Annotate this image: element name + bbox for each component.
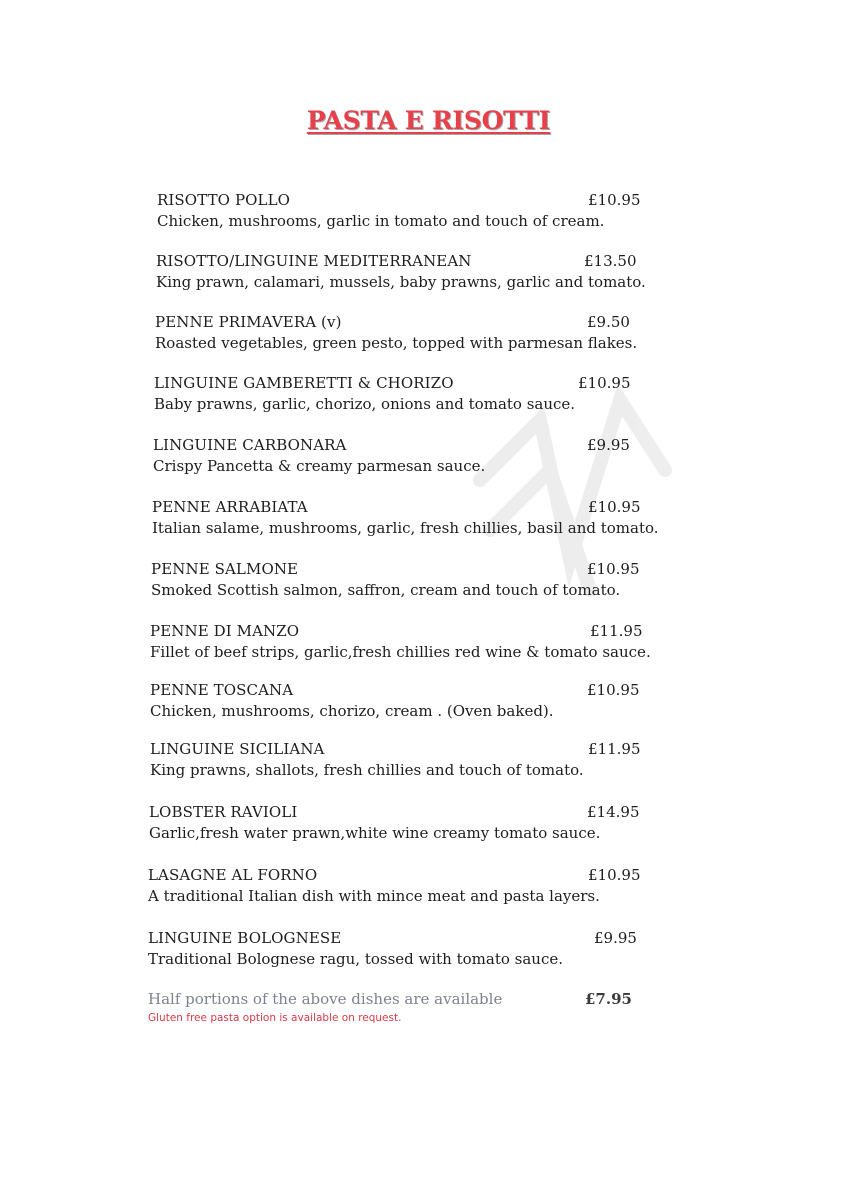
dish-description: Baby prawns, garlic, chorizo, onions and tomato sauce.	[154, 395, 576, 413]
dish-price: £9.95	[587, 436, 630, 454]
dish-price: £9.95	[594, 929, 637, 947]
dish-name: LINGUINE CARBONARA	[153, 436, 347, 454]
dish-name: PENNE DI MANZO	[150, 622, 300, 640]
dish-description: Italian salame, mushrooms, garlic, fresh chillies, basil and tomato.	[152, 519, 659, 537]
menu-item	[151, 560, 711, 599]
dish-name: PENNE PRIMAVERA (v)	[155, 313, 342, 331]
dish-description: Garlic,fresh water prawn,white wine creamy tomato sauce.	[149, 824, 601, 842]
dish-description: Fillet of beef strips, garlic,fresh chillies red wine & tomato sauce.	[150, 643, 651, 661]
menu-item	[150, 622, 710, 661]
dish-name: LINGUINE BOLOGNESE	[148, 929, 342, 947]
dish-name: LOBSTER RAVIOLI	[149, 803, 298, 821]
menu-item	[149, 803, 709, 842]
dish-price: £10.95	[588, 498, 641, 516]
dish-description: King prawn, calamari, mussels, baby prawns, garlic and tomato.	[156, 273, 646, 291]
dish-name: LASAGNE AL FORNO	[148, 866, 318, 884]
dish-price: £10.95	[587, 560, 640, 578]
dish-price: £10.95	[587, 681, 640, 699]
dish-description: Crispy Pancetta & creamy parmesan sauce.	[153, 457, 486, 475]
dish-description: Traditional Bolognese ragu, tossed with tomato sauce.	[148, 950, 564, 968]
half-portions-price: £7.95	[585, 990, 632, 1008]
menu-item	[155, 313, 715, 352]
dish-price: £10.95	[588, 866, 641, 884]
dish-description: Chicken, mushrooms, garlic in tomato and touch of cream.	[157, 212, 605, 230]
dish-price: £10.95	[588, 191, 641, 209]
menu-item	[150, 740, 710, 779]
dish-name: LINGUINE GAMBERETTI & CHORIZO	[154, 374, 454, 392]
half-portions-note: Half portions of the above dishes are available	[148, 990, 503, 1008]
dish-description: Roasted vegetables, green pesto, topped with parmesan flakes.	[155, 334, 638, 352]
dish-description: King prawns, shallots, fresh chillies and touch of tomato.	[150, 761, 584, 779]
dish-name: LINGUINE SICILIANA	[150, 740, 325, 758]
dish-price: £11.95	[590, 622, 643, 640]
dish-description: Smoked Scottish salmon, saffron, cream and touch of tomato.	[151, 581, 621, 599]
dish-price: £11.95	[588, 740, 641, 758]
dish-price: £9.50	[587, 313, 630, 331]
dish-price: £14.95	[587, 803, 640, 821]
menu-item	[157, 191, 717, 230]
dish-description: A traditional Italian dish with mince meat and pasta layers.	[148, 887, 600, 905]
menu-item	[150, 681, 710, 720]
menu-item	[156, 252, 716, 291]
dish-name: PENNE SALMONE	[151, 560, 299, 578]
menu-item	[152, 498, 712, 537]
dish-price: £10.95	[578, 374, 631, 392]
menu-title: PASTA E RISOTTI	[306, 106, 551, 135]
menu-item	[153, 436, 713, 475]
menu-item	[154, 374, 714, 413]
gluten-free-note: Gluten free pasta option is available on request.	[148, 1012, 402, 1024]
menu-item	[148, 929, 708, 968]
dish-name: RISOTTO POLLO	[157, 191, 291, 209]
dish-description: Chicken, mushrooms, chorizo, cream . (Oven baked).	[150, 702, 554, 720]
dish-name: PENNE ARRABIATA	[152, 498, 308, 516]
dish-name: RISOTTO/LINGUINE MEDITERRANEAN	[156, 252, 472, 270]
dish-price: £13.50	[584, 252, 637, 270]
menu-item	[148, 866, 708, 905]
dish-name: PENNE TOSCANA	[150, 681, 294, 699]
